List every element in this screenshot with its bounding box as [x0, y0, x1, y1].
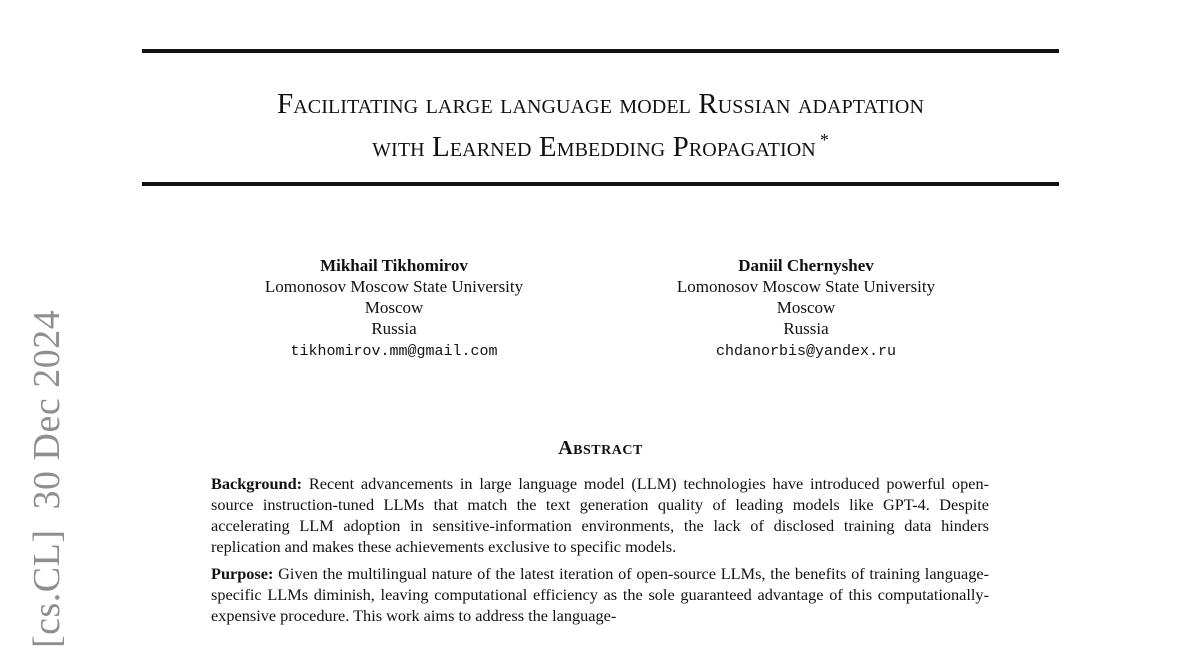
author-country: Russia — [371, 319, 417, 338]
abstract-background-paragraph — [211, 473, 989, 557]
paper-title — [142, 86, 1059, 165]
title-line-1: Facilitating large language model Russian adaptation — [277, 88, 924, 120]
author-name: Mikhail Tikhomirov — [320, 256, 468, 275]
arxiv-category: [cs.CL] — [26, 529, 68, 648]
author-email[interactable]: tikhomirov.mm@gmail.com — [290, 343, 498, 360]
abstract-body — [211, 473, 989, 632]
author-affiliation: Lomonosov Moscow State University — [264, 277, 524, 296]
title-line-2-wrap — [142, 122, 1059, 165]
author-block-2 — [626, 255, 986, 362]
abstract-purpose-paragraph — [211, 563, 989, 626]
author-block-1 — [214, 255, 574, 362]
arxiv-stamp — [28, 310, 66, 648]
author-affiliation: Lomonosov Moscow State University — [676, 277, 936, 296]
author-name: Daniil Chernyshev — [738, 256, 874, 275]
background-text: Recent advancements in large language model (LLM) technologies have introduced powerful open-source instruction-tuned LLMs that match the text generation quality of leading models like GPT-4. Despite accelerating LLM adoption in sensitive-information environments, the lack of disclosed training data hinders replication and makes these achievements exclusive to specific models. — [211, 474, 990, 556]
purpose-text: Given the multilingual nature of the latest iteration of open-source LLMs, the benefits of training language-specific LLMs diminish, leaving computational efficiency as the sole guaranteed advantage of this computationally-expensive procedure. This work aims to address the language- — [211, 564, 989, 625]
title-bottom-rule — [142, 182, 1059, 186]
abstract-heading: Abstract — [558, 437, 643, 459]
title-footnote-mark[interactable]: * — [819, 130, 829, 150]
author-country: Russia — [783, 319, 829, 338]
author-city: Moscow — [776, 298, 836, 317]
title-line-2: with Learned Embedding Propagation — [372, 131, 816, 163]
author-email[interactable]: chdanorbis@yandex.ru — [715, 343, 897, 360]
purpose-label: Purpose: — [211, 564, 274, 583]
author-city: Moscow — [364, 298, 424, 317]
background-label: Background: — [211, 474, 303, 493]
arxiv-date: 30 Dec 2024 — [26, 309, 68, 510]
title-top-rule — [142, 49, 1059, 53]
